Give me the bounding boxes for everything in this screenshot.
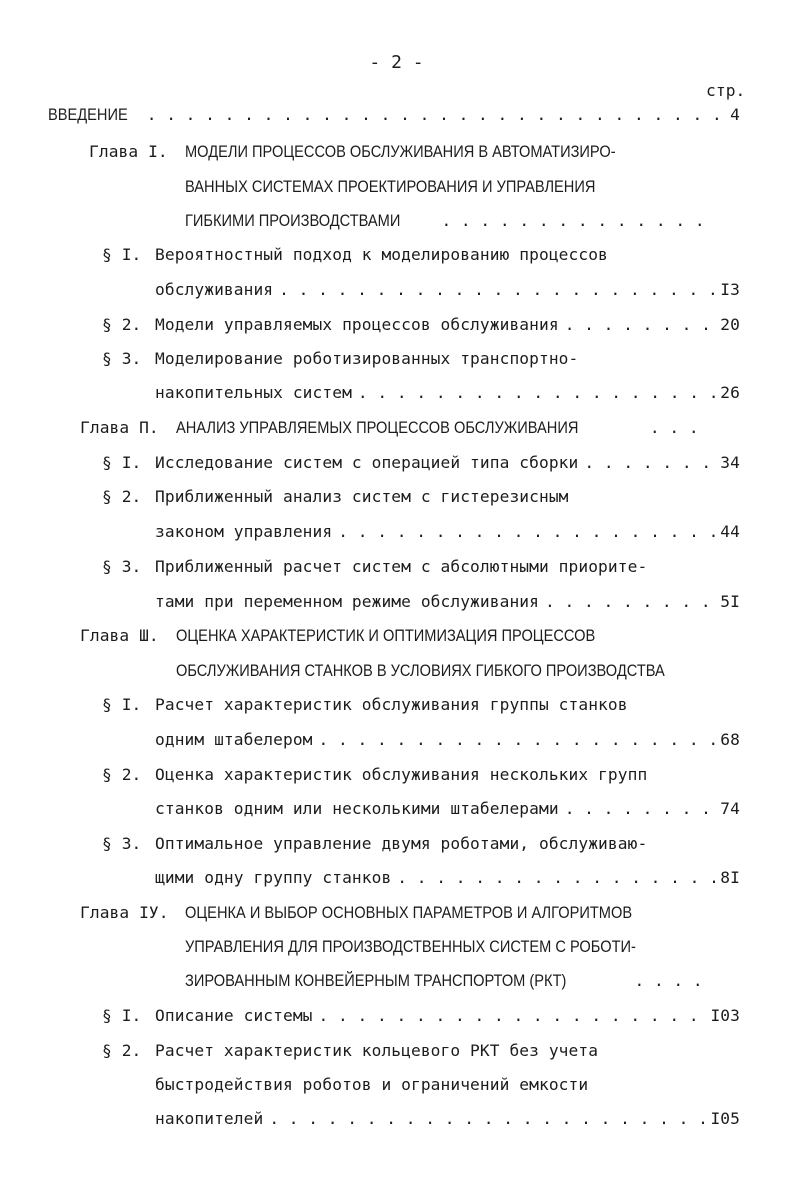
dot-leader — [338, 521, 716, 543]
section-page: 8I — [720, 868, 740, 887]
toc-entry-intro — [48, 104, 740, 126]
chapter-2-label: Глава П. — [80, 418, 159, 437]
chapter-4-title-line-1: ОЦЕНКА И ВЫБОР ОСНОВНЫХ ПАРАМЕТРОВ И АЛГОРИТМОВ — [185, 903, 633, 922]
chapter-4-label: Глава IУ. — [80, 903, 169, 922]
dot-leader — [269, 1108, 706, 1130]
section-number: § 2. — [102, 315, 142, 334]
section-title-line: тами при переменном режиме обслуживания . . . 5I — [155, 591, 740, 613]
section-number: § I. — [102, 453, 142, 472]
chapter-3-title-line-1: ОЦЕНКА ХАРАКТЕРИСТИК И ОПТИМИЗАЦИЯ ПРОЦЕССОВ — [176, 626, 596, 645]
section-title-line: Приближенный анализ систем с гистерезисным — [155, 487, 569, 506]
section-title-line: Модели управляемых процессов обслуживания . . . 20 — [155, 314, 740, 336]
chapter-1-label: Глава I. — [89, 142, 168, 161]
dot-leader — [634, 970, 701, 992]
section-number: § I. — [102, 1006, 142, 1025]
section-title-line: Исследование систем с операцией типа сборки . . . 34 — [155, 452, 740, 474]
section-title-line: Описание системы . . . I03 — [155, 1005, 740, 1027]
chapter-3-title-line-2: ОБСЛУЖИВАНИЯ СТАНКОВ В УСЛОВИЯХ ГИБКОГО ПРОИЗВОДСТВА — [176, 661, 665, 680]
dot-leader — [565, 314, 717, 336]
dot-leader — [584, 452, 716, 474]
dot-leader — [650, 417, 702, 439]
section-number: § 2. — [102, 487, 142, 506]
dot-leader — [441, 210, 701, 232]
section-number: § 2. — [102, 1041, 142, 1060]
chapter-2-title-line-1: АНАЛИЗ УПРАВЛЯЕМЫХ ПРОЦЕССОВ ОБСЛУЖИВАНИЯ . . . — [176, 417, 706, 439]
section-number: § I. — [102, 695, 142, 714]
dot-leader — [565, 798, 717, 820]
dot-leader — [397, 867, 716, 889]
section-number: § 3. — [102, 349, 142, 368]
section-number: § 2. — [102, 765, 142, 784]
chapter-1-title-line-1: МОДЕЛИ ПРОЦЕССОВ ОБСЛУЖИВАНИЯ В АВТОМАТИЗИРО- — [185, 142, 616, 161]
page-number: - 2 - — [369, 52, 424, 73]
section-page: I03 — [710, 1006, 740, 1025]
section-title-line: накопительных систем . . . 26 — [155, 382, 740, 404]
section-title-line: Расчет характеристик обслуживания группы станков — [155, 695, 628, 714]
dot-leader — [279, 279, 716, 301]
section-title-line: Расчет характеристик кольцевого РКТ без учета — [155, 1041, 599, 1060]
section-title-line: Вероятностный подход к моделированию процессов — [155, 245, 608, 264]
intro-title: ВВЕДЕНИЕ — [48, 105, 128, 124]
section-page: 68 — [720, 730, 740, 749]
section-page: 74 — [720, 799, 740, 818]
chapter-4-title-line-2: УПРАВЛЕНИЯ ДЛЯ ПРОИЗВОДСТВЕННЫХ СИСТЕМ С РОБОТИ- — [185, 937, 636, 956]
dot-leader — [545, 591, 716, 613]
page-column-header: стр. — [706, 81, 746, 100]
section-title-line: одним штабелером . . . 68 — [155, 729, 740, 751]
intro-page: 4 — [730, 105, 740, 124]
section-page: 5I — [720, 592, 740, 611]
chapter-1-title-line-2: ВАННЫХ СИСТЕМАХ ПРОЕКТИРОВАНИЯ И УПРАВЛЕНИЯ — [185, 177, 596, 196]
section-page: I05 — [710, 1109, 740, 1128]
dot-leader — [147, 104, 726, 126]
section-title-line: Приближенный расчет систем с абсолютными приорите- — [155, 557, 648, 576]
section-page: 44 — [720, 522, 740, 541]
section-title-line: щими одну группу станков . . . 8I — [155, 867, 740, 889]
section-page: 20 — [720, 315, 740, 334]
section-page: I3 — [720, 280, 740, 299]
section-title-line: Оценка характеристик обслуживания нескольких групп — [155, 765, 648, 784]
section-number: § 3. — [102, 834, 142, 853]
section-title-line: Моделирование роботизированных транспортно- — [155, 349, 579, 368]
chapter-3-label: Глава Ш. — [80, 626, 159, 645]
section-title-line: законом управления . . . 44 — [155, 521, 740, 543]
section-title-line: станков одним или несколькими штабелерами . . . 74 — [155, 798, 740, 820]
section-number: § 3. — [102, 557, 142, 576]
section-title-line: обслуживания . . . I3 — [155, 279, 740, 301]
section-page: 26 — [720, 383, 740, 402]
section-number: § I. — [102, 245, 142, 264]
section-title-line: быстродействия роботов и ограничений емкости — [155, 1075, 589, 1094]
section-title-line: Оптимальное управление двумя роботами, обслуживаю- — [155, 834, 648, 853]
dot-leader — [358, 382, 716, 404]
dot-leader — [319, 1005, 707, 1027]
dot-leader — [319, 729, 717, 751]
section-page: 34 — [720, 453, 740, 472]
section-title-line: накопителей . . . I05 — [155, 1108, 740, 1130]
chapter-4-title-line-3: ЗИРОВАННЫМ КОНВЕЙЕРНЫМ ТРАНСПОРТОМ (РКТ) . . . — [185, 970, 705, 992]
chapter-1-title-line-3: ГИБКИМИ ПРОИЗВОДСТВАМИ . . . — [185, 210, 705, 232]
